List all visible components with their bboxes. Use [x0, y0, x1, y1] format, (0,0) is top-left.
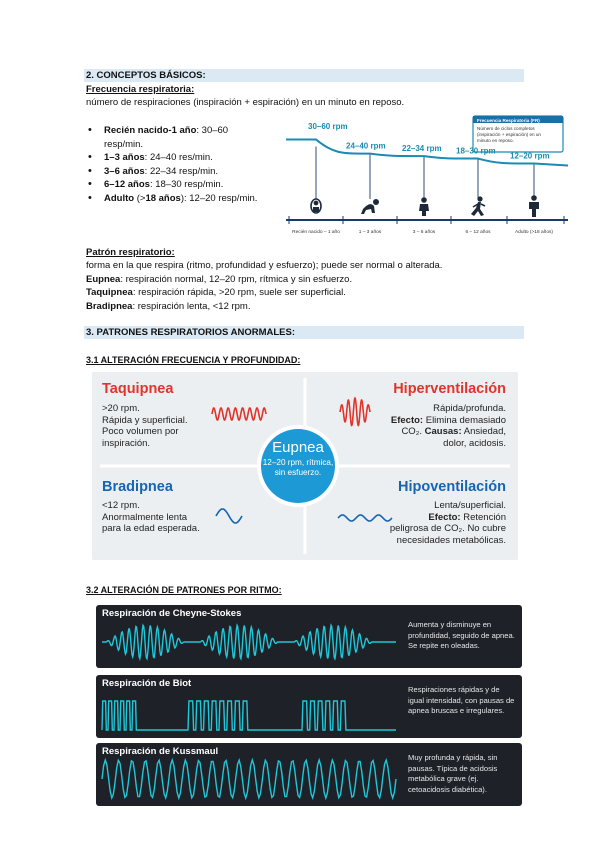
- running-child-icon: [471, 196, 485, 216]
- rhythm-description: Muy profunda y rápida, sin pausas. Típica de acidosis metabólica grave (ej. cetoacidosis diabética).: [408, 753, 498, 794]
- subsection-3-2-heading: 3.2 ALTERACIÓN DE PATRONES POR RITMO:: [86, 585, 282, 595]
- age-item: • 3–6 años: 22–34 resp/min.: [86, 165, 281, 179]
- bradipnea-text: <12 rpm. Anormalmente lenta para la edad esperada.: [102, 500, 200, 534]
- bradipnea-wave: [216, 509, 242, 523]
- rr-category-label: Adulto (>18 años): [514, 230, 554, 235]
- eupnea-line: Eupnea: respiración normal, 12–20 rpm, rítmica y sin esfuerzo.: [86, 274, 353, 285]
- age-item: • Adulto (>18 años): 12–20 resp/min.: [86, 192, 281, 206]
- rr-category-label: 1 – 3 años: [358, 230, 382, 235]
- age-item: • Recién nacido-1 año: 30–60 resp/min.: [86, 124, 281, 151]
- hipoventilacion-title: Hipoventilación: [398, 479, 506, 495]
- respiratory-rate-chart: [284, 113, 570, 241]
- rhythm-description: Respiraciones rápidas y de igual intensidad, con pausas de apnea bruscas e irregulares.: [408, 685, 515, 715]
- eupnea-title: Eupnea: [272, 439, 324, 456]
- biot-panel: [96, 675, 522, 738]
- chart-legend-line: minuto en reposo.: [477, 138, 514, 143]
- taquipnea-text: >20 rpm. Rápida y superficial. Poco volumen por inspiración.: [102, 403, 188, 449]
- child-icon: [419, 197, 429, 216]
- rr-value-label: 22–34 rpm: [402, 144, 442, 154]
- rr-category-label: 6 – 12 años: [465, 230, 491, 235]
- rhythm-title: Respiración de Biot: [102, 678, 192, 689]
- taquipnea-wave: [212, 408, 266, 420]
- eupnea-center-line: sin esfuerzo.: [274, 468, 322, 477]
- age-item: • 1–3 años: 24–40 res/min.: [86, 151, 281, 165]
- cheyne-stokes-panel: [96, 605, 522, 668]
- hiperventilacion-title: Hiperventilación: [393, 381, 506, 397]
- biot-wave: [102, 701, 396, 730]
- rhythm-title: Respiración de Cheyne-Stokes: [102, 608, 242, 619]
- kussmaul-panel: [96, 743, 522, 806]
- rhythm-description: Aumenta y disminuye en profundidad, seguido de apnea. Se repite en oleadas.: [408, 620, 515, 650]
- hiperventilacion-text: Rápida/profunda. Efecto: Elimina demasiado CO₂. Causas: Ansiedad, dolor, acidosis.: [390, 403, 506, 449]
- rhythm-title: Respiración de Kussmaul: [102, 746, 219, 757]
- breathing-quadrant-panel: [92, 372, 518, 560]
- freq-definition: número de respiraciones (inspiración + espiración) en un minuto en reposo.: [86, 97, 405, 108]
- bradipnea-title: Bradipnea: [102, 479, 173, 495]
- adult-icon: [529, 195, 539, 217]
- section-2-heading: 2. CONCEPTOS BÁSICOS:: [84, 69, 524, 82]
- rr-category-label: Recién nacido – 1 año: [292, 230, 340, 235]
- taquipnea-title: Taquipnea: [102, 381, 174, 397]
- crawling-baby-icon: [361, 199, 379, 214]
- rr-value-label: 18–30 rpm: [456, 146, 496, 156]
- rr-value-label: 24–40 rpm: [346, 141, 386, 151]
- baby-icon: [311, 199, 321, 213]
- hipoventilacion-text: Lenta/superficial. Efecto: Retención peligrosa de CO₂. No cubre necesidades metabólicas.: [389, 500, 506, 546]
- section-3-heading: 3. PATRONES RESPIRATORIOS ANORMALES:: [84, 326, 524, 339]
- bradipnea-line: Bradipnea: respiración lenta, <12 rpm.: [86, 301, 251, 312]
- eupnea-center-line: 12–20 rpm, rítmica,: [262, 458, 334, 467]
- pattern-label: Patrón respiratorio:: [86, 247, 175, 258]
- chart-legend-title: Frecuencia Respiratoria (FR): [477, 118, 540, 123]
- chart-legend-line: Número de ciclos completos: [477, 126, 535, 131]
- kussmaul-wave: [102, 760, 396, 798]
- rr-value-label: 12–20 rpm: [510, 151, 550, 161]
- subsection-3-1-heading: 3.1 ALTERACIÓN FRECUENCIA Y PROFUNDIDAD:: [86, 355, 301, 365]
- rr-value-label: 30–60 rpm: [308, 122, 348, 131]
- eupnea-center: [256, 439, 340, 478]
- age-item: • 6–12 años: 18–30 resp/min.: [86, 178, 281, 192]
- chart-legend-line: (inspiración + espiración) en un: [477, 132, 541, 137]
- rr-category-label: 3 – 6 años: [412, 230, 436, 235]
- cheyne-stokes-wave: [102, 625, 396, 658]
- taquipnea-line: Taquipnea: respiración rápida, >20 rpm, suele ser superficial.: [86, 287, 346, 298]
- freq-label: Frecuencia respiratoria:: [86, 84, 195, 95]
- age-list: [86, 124, 281, 205]
- pattern-definition: forma en la que respira (ritmo, profundidad y esfuerzo); puede ser normal o alterada.: [86, 260, 443, 271]
